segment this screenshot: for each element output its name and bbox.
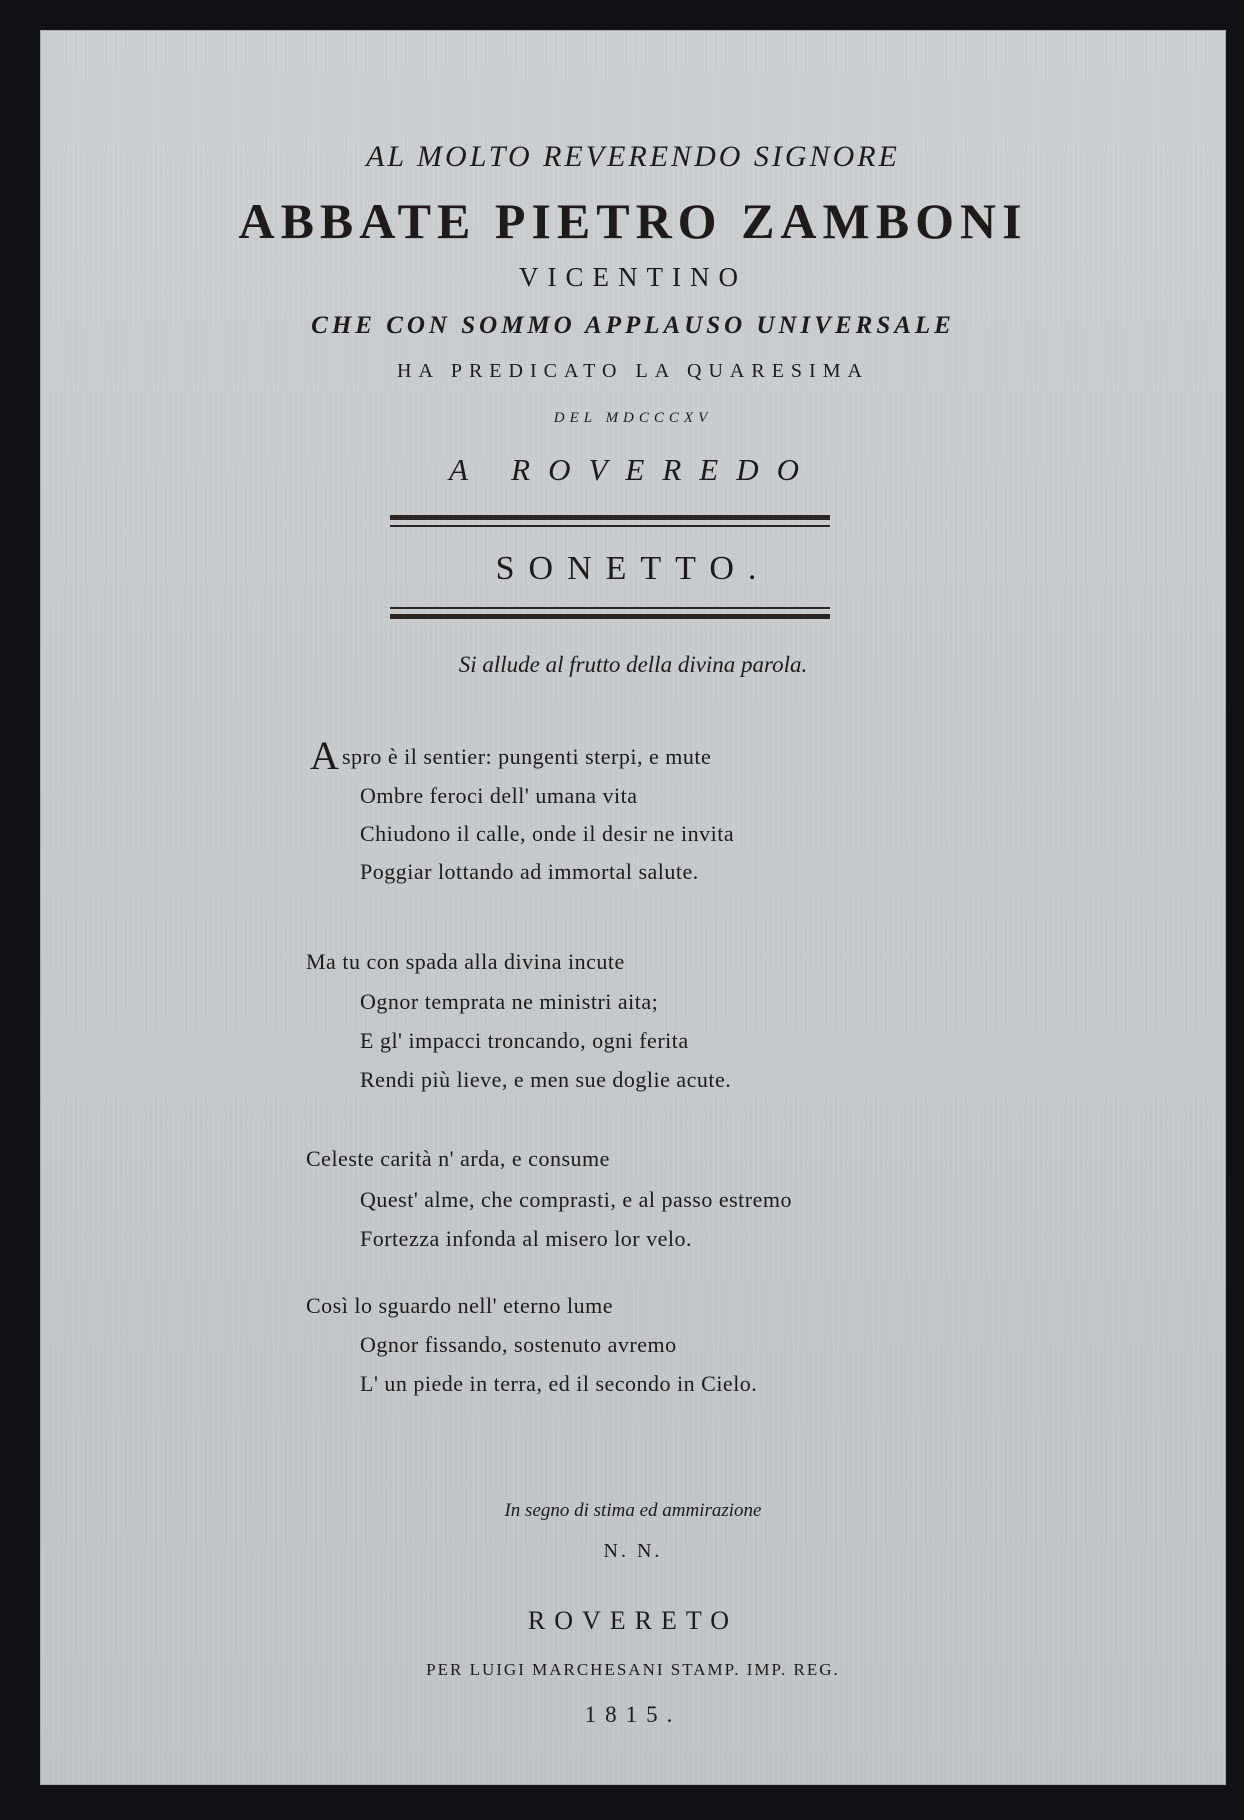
dedication-line-4: CHE CON SOMMO APPLAUSO UNIVERSALE [311,312,955,339]
dedicatee-name: ABBATE PIETRO ZAMBONI [238,193,1028,249]
verse-line: Chiudono il calle, onde il desir ne invita [360,821,735,846]
imprint-printer: PER LUIGI MARCHESANI STAMP. IMP. REG. [426,1660,840,1679]
epigraph: Si allude al frutto della divina parola. [458,652,808,677]
signature-dedication: In segno di stima ed ammirazione [504,1500,762,1521]
dedication-line-1: AL MOLTO REVERENDO SIGNORE [366,140,900,173]
printed-sheet [40,30,1226,1785]
signature-initials: N. N. [603,1540,663,1562]
verse-line: spro è il sentier: pungenti sterpi, e mute [342,744,712,769]
drop-initial: A [310,733,340,778]
imprint-place: ROVERETO [527,1606,739,1635]
verse-line: Quest' alme, che comprasti, e al passo estremo [360,1187,792,1212]
bottom-double-rule [390,607,830,619]
top-double-rule [390,515,830,527]
verse-line: Ombre feroci dell' umana vita [360,783,638,808]
dedication-line-5: HA PREDICATO LA QUARESIMA [397,360,869,382]
dedication-year: DEL MDCCCXV [553,410,713,426]
verse-line: Celeste carità n' arda, e consume [306,1146,610,1171]
dedicatee-origin: VICENTINO [519,262,747,292]
dedication-place: A ROVEREDO [449,452,817,487]
verse-line: Ognor fissando, sostenuto avremo [360,1332,677,1357]
verse-line: E gl' impacci troncando, ogni ferita [360,1028,689,1053]
verse-line: L' un piede in terra, ed il secondo in Cielo. [360,1371,758,1396]
verse-line: Così lo sguardo nell' eterno lume [306,1293,614,1318]
verse-line: Ognor temprata ne ministri aita; [360,989,659,1014]
imprint-year: 1815. [584,1702,682,1727]
verse-line: Poggiar lottando ad immortal salute. [360,859,699,884]
verse-line: Fortezza infonda al misero lor velo. [360,1226,693,1251]
verse-line: Ma tu con spada alla divina incute [306,949,625,974]
poem-title: SONETTO. [495,550,771,587]
verse-line: Rendi più lieve, e men sue doglie acute. [360,1067,732,1092]
